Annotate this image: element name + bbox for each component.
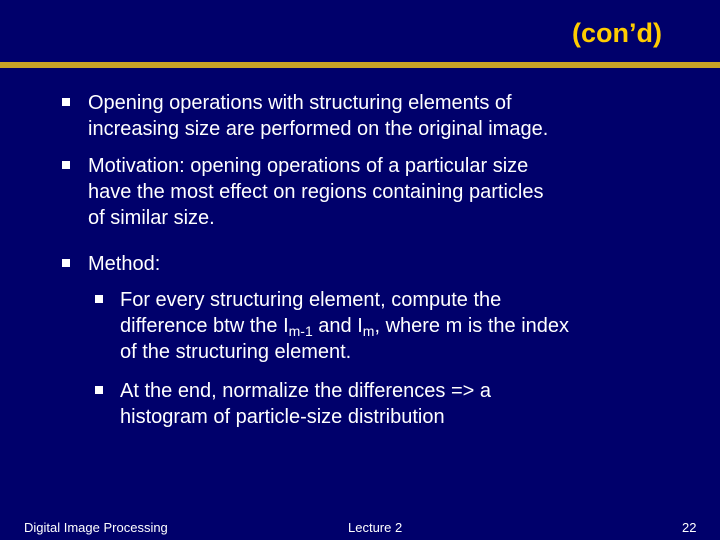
bullet-method [88, 251, 688, 277]
subscript: m [362, 323, 375, 339]
sub-bullet-marker [95, 295, 103, 303]
bullet-text: of similar size. [88, 207, 215, 229]
bullet-text: have the most effect on regions containing particles [88, 181, 544, 203]
text-segment: difference btw the I [120, 315, 289, 337]
subscript: m-1 [288, 323, 313, 339]
bullet-motivation [88, 153, 688, 231]
bullet-opening [88, 90, 688, 142]
bullet-marker [62, 98, 70, 106]
bullet-text: Motivation: opening operations of a particular size [88, 155, 529, 177]
slide-title: (con’d) [572, 18, 662, 48]
title-divider [0, 62, 720, 68]
bullet-text: For every structuring element, compute the [120, 289, 502, 311]
footer-lecture: Lecture 2 [348, 520, 403, 535]
bullet-marker [62, 259, 70, 267]
bullet-text: At the end, normalize the differences => a [120, 380, 491, 402]
bullet-text: increasing size are performed on the original image. [88, 118, 549, 140]
bullet-marker [62, 161, 70, 169]
bullet-text: Opening operations with structuring elements of [88, 92, 512, 114]
footer-course: Digital Image Processing [24, 520, 168, 535]
text-segment: , where m is the index [374, 315, 569, 337]
bullet-text: histogram of particle-size distribution [120, 406, 445, 428]
bullet-text: of the structuring element. [120, 341, 352, 363]
footer-page-number: 22 [682, 520, 697, 535]
sub-bullet-marker [95, 386, 103, 394]
text-segment: and I [312, 315, 363, 337]
bullet-text: Method: [88, 253, 161, 275]
sub-bullet-structuring [120, 287, 680, 365]
bullet-text [120, 313, 680, 339]
sub-bullet-normalize [120, 378, 680, 430]
